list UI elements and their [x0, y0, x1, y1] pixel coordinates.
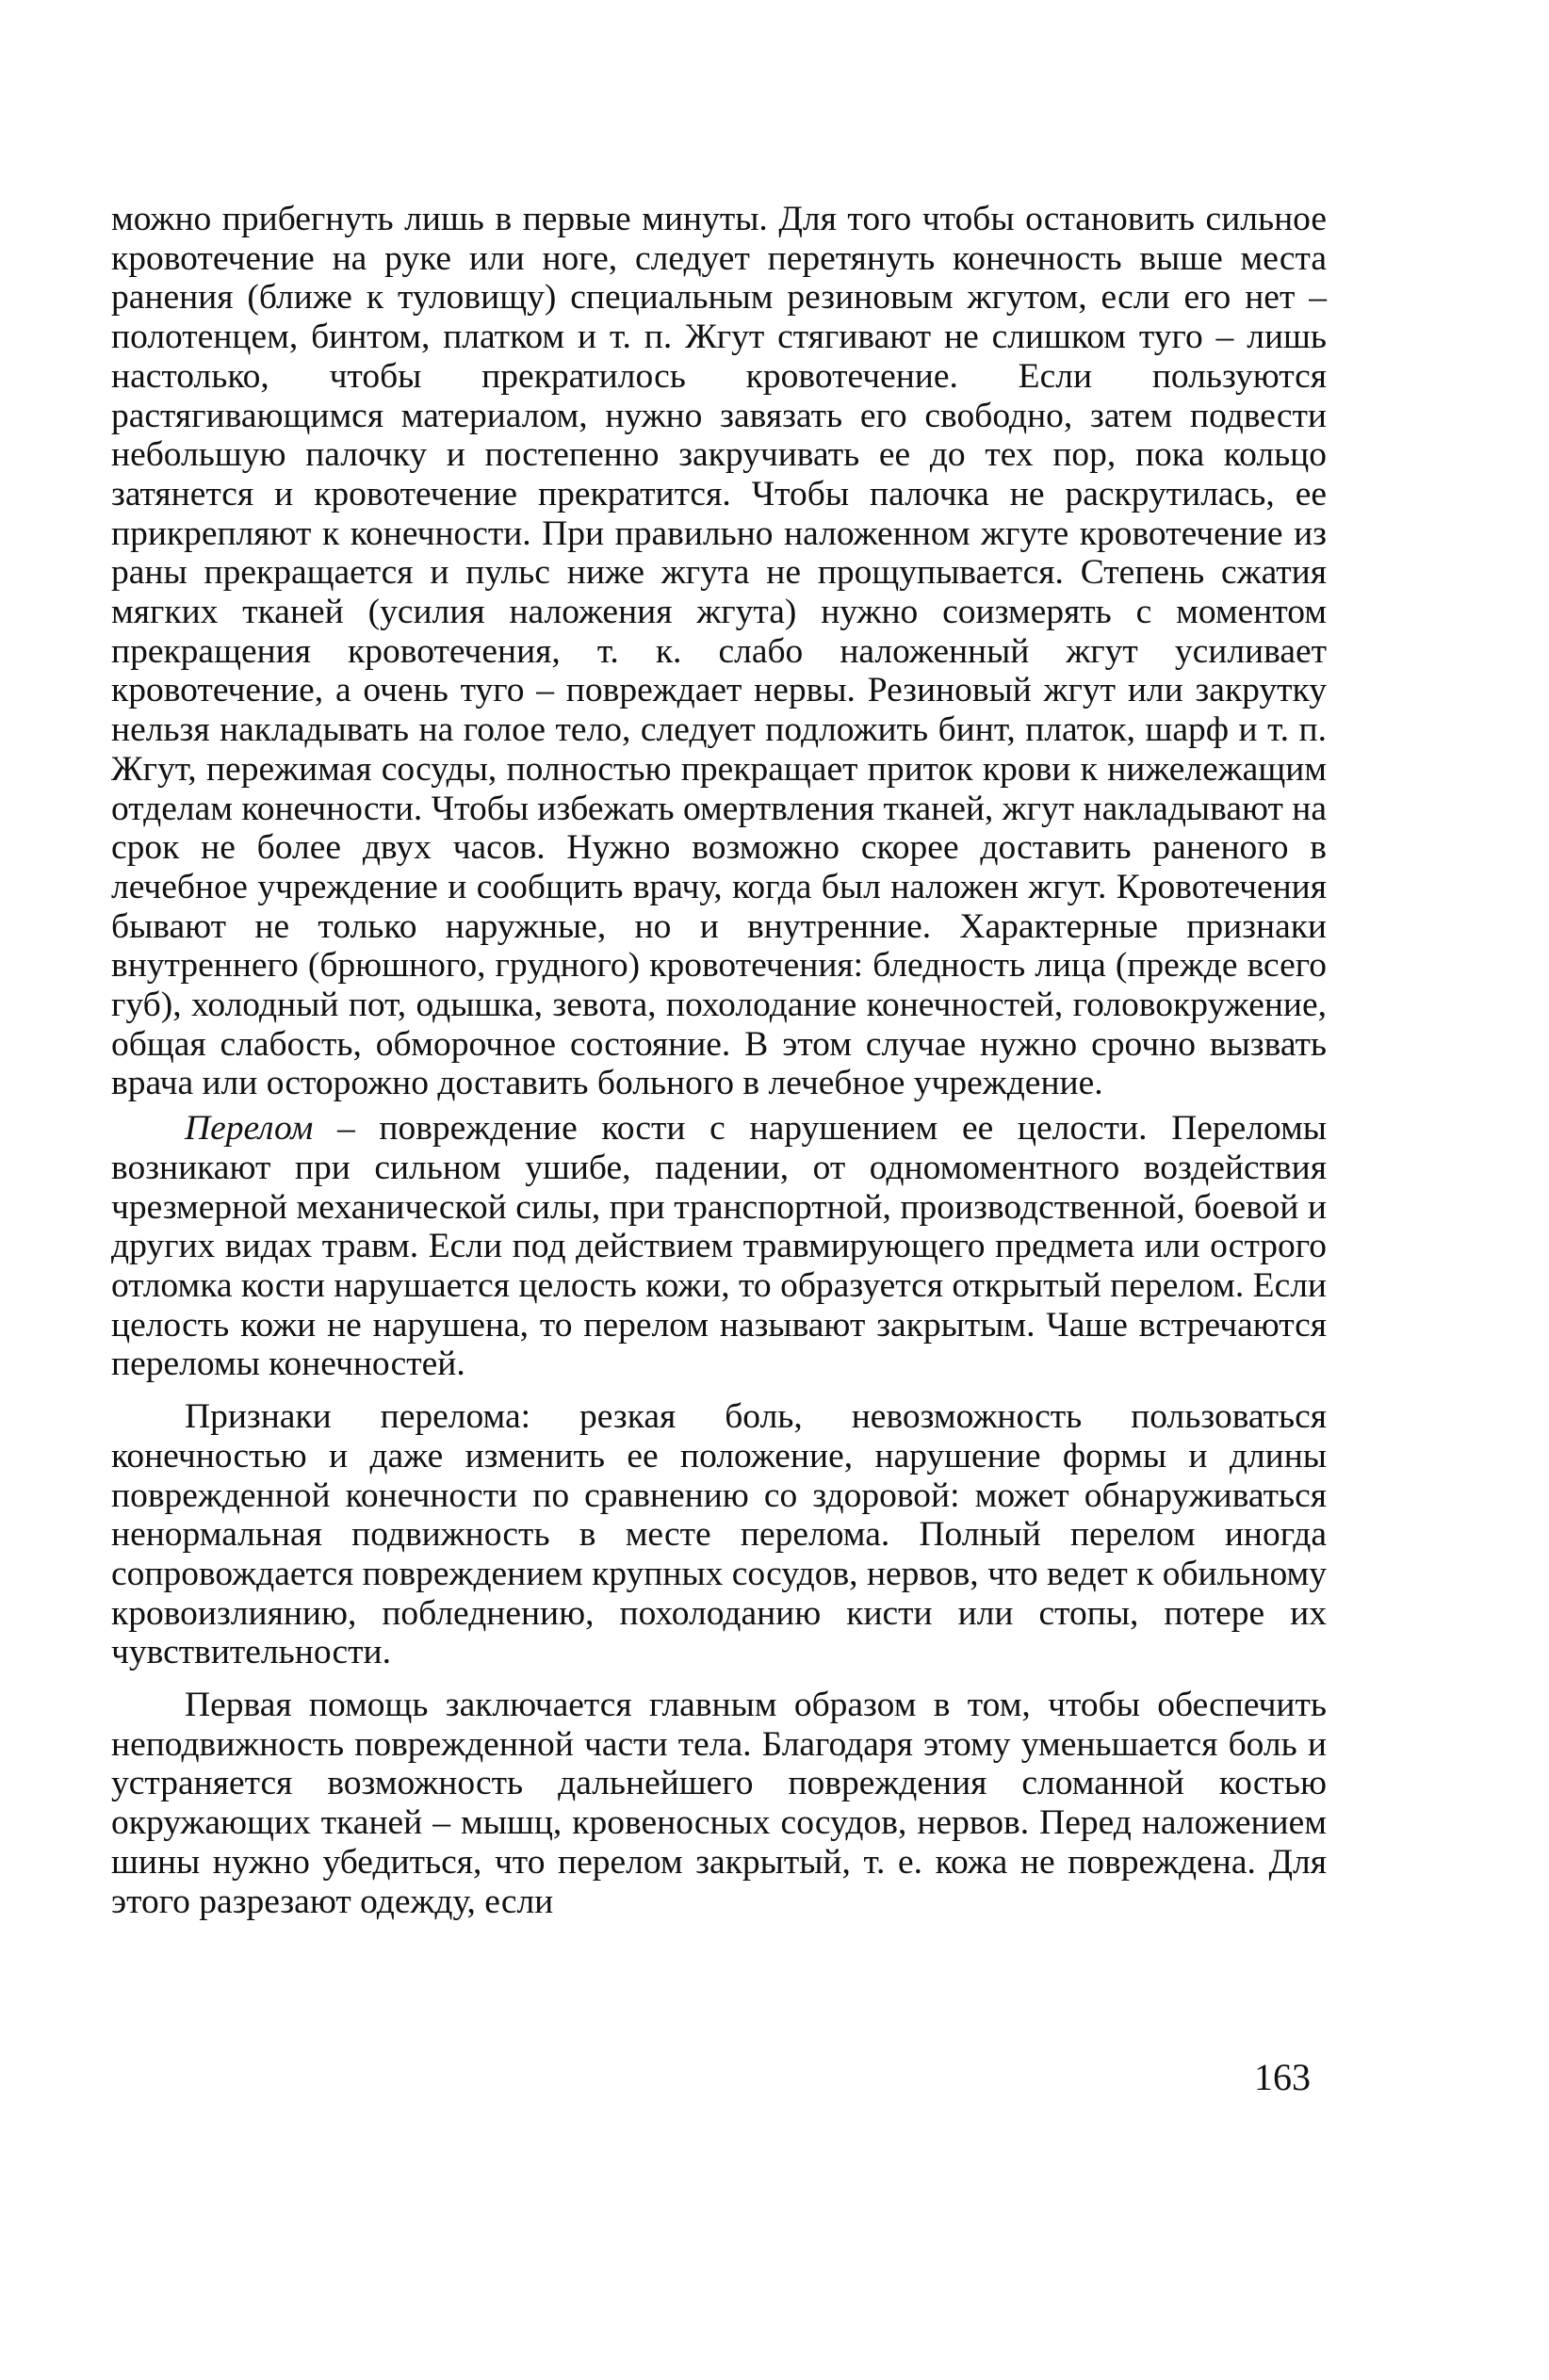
- paragraph-fracture-signs: Признаки перелома: резкая боль, невозможность пользоваться конечностью и даже изменить ее положение, нарушение формы и длины поврежденной конечности по сравнению со здоровой: может обнаруживаться ненормальная подвижность в месте перелома. Полный перелом иногда сопровождается повреждением крупных сосудов, нервов, что ведет к обильному кровоизлиянию, побледнению, похолоданию кисти или стопы, потере их чувствительности.: [111, 1397, 1327, 1672]
- paragraph-tourniquet: можно прибегнуть лишь в первые минуты. Для того чтобы остановить сильное кровотечение на руке или ноге, следует перетянуть конечность выше места ранения (ближе к туловищу) специальным резиновым жгутом, если его нет – полотенцем, бинтом, платком и т. п. Жгут стягивают не слишком туго – лишь настолько, чтобы прекратилось кровотечение. Если пользуются растягивающимся материалом, нужно завязать его свободно, затем подвести небольшую палочку и постепенно закручивать ее до тех пор, пока кольцо затянется и кровотечение прекратится. Чтобы палочка не раскрутилась, ее прикрепляют к конечности. При правильно наложенном жгуте кровотечение из раны прекращается и пульс ниже жгута не прощупывается. Степень сжатия мягких тканей (усилия наложения жгута) нужно соизмерять с моментом прекращения кровотечения, т. к. слабо наложенный жгут усиливает кровотечение, а очень туго – повреждает нервы. Резиновый жгут или закрутку нельзя накладывать на голое тело, следует подложить бинт, платок, шарф и т. п. Жгут, пережимая сосуды, полностью прекращает приток крови к нижележащим отделам конечности. Чтобы избежать омертвления тканей, жгут накладывают на срок не более двух часов. Нужно возможно скорее доставить раненого в лечебное учреждение и сообщить врачу, когда был наложен жгут. Кровотечения бывают не только наружные, но и внутренние. Характерные признаки внутреннего (брюшного, грудного) кровотечения: бледность лица (прежде всего губ), холодный пот, одышка, зевота, похолодание конечностей, головокружение, общая слабость, обморочное состояние. В этом случае нужно срочно вызвать врача или осторожно доставить больного в лечебное учреждение.: [111, 200, 1327, 1103]
- page-body: [111, 200, 1327, 1921]
- term-fracture: Перелом: [185, 1109, 314, 1149]
- paragraph-first-aid: Первая помощь заключается главным образом в том, чтобы обеспечить неподвижность поврежденной части тела. Благодаря этому уменьшается боль и устраняется возможность дальнейшего повреждения сломанной костью окружающих тканей – мышц, кровеносных сосудов, нервов. Перед наложением шины нужно убедиться, что перелом закрытый, т. е. кожа не повреждена. Для этого разрезают одежду, если: [111, 1686, 1327, 1921]
- page-number: 163: [1254, 2056, 1311, 2098]
- paragraph-fracture-definition: [111, 1109, 1327, 1384]
- paragraph-fracture-definition-text: – повреждение кости с нарушением ее целости. Переломы возникают при сильном ушибе, падении, от одномоментного воздействия чрезмерной механической силы, при транспортной, производственной, боевой и других видах травм. Если под действием травмирующего предмета или острого отломка кости нарушается целость кожи, то образуется открытый перелом. Если целость кожи не нарушена, то перелом называют закрытым. Чаше встречаются переломы конечностей.: [111, 1109, 1327, 1384]
